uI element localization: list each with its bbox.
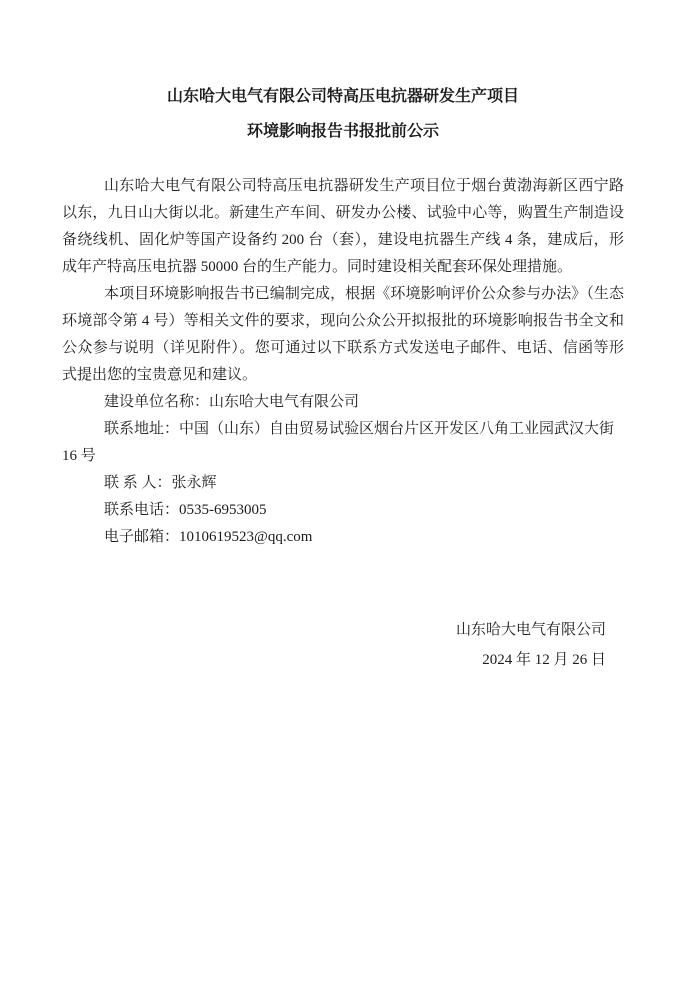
info-value-email: 1010619523@qq.com: [179, 529, 313, 545]
info-label-construction-unit: 建设单位名称：: [104, 394, 210, 410]
info-label-email: 电子邮箱：: [104, 529, 180, 545]
paragraph-public-participation-notice: 本项目环境影响报告书已编制完成，根据《环境影响评价公众参与办法》（生态环境部令第 4 号）等相关文件的要求，现向公众公开拟报批的环境影响报告书全文和公众参与说明（详见附件）。您可通过以下联系方式发送电子邮件、电话、信函等形式提出您的宝贵意见和建议。: [62, 286, 624, 383]
info-line-contact-phone: [62, 497, 624, 524]
signature-date: 2024 年 12 月 26 日: [482, 652, 606, 668]
info-line-email: [62, 524, 624, 551]
info-line-construction-unit: [62, 389, 624, 416]
signature-company: 山东哈大电气有限公司: [455, 622, 606, 638]
info-line-contact-person: [62, 470, 624, 497]
info-line-contact-address: [62, 416, 624, 470]
page-title: 山东哈大电气有限公司特高压电抗器研发生产项目: [166, 88, 519, 105]
page-subtitle: 环境影响报告书报批前公示: [246, 123, 439, 140]
info-label-contact-phone: 联系电话：: [104, 502, 180, 518]
info-value-contact-address: 中国（山东）自由贸易试验区烟台片区开发区八角工业园武汉大街 16 号: [62, 421, 615, 464]
info-value-construction-unit: 山东哈大电气有限公司: [209, 394, 360, 410]
info-label-contact-address: 联系地址：: [104, 421, 180, 437]
paragraph-project-overview: 山东哈大电气有限公司特高压电抗器研发生产项目位于烟台黄渤海新区西宁路以东，九日山大街以北。新建生产车间、研发办公楼、试验中心等，购置生产制造设备绕线机、固化炉等国产设备约 200 台（套），建设电抗器生产线 4 条，建成后，形成年产特高压电抗器 50000 台的生产能力。同时建设相关配套环保处理措施。: [62, 178, 624, 275]
info-value-contact-person: 张永辉: [171, 475, 217, 491]
signature-block: [62, 615, 624, 675]
info-label-contact-person: 联 系 人：: [104, 475, 172, 491]
info-value-contact-phone: 0535-6953005: [179, 502, 267, 518]
